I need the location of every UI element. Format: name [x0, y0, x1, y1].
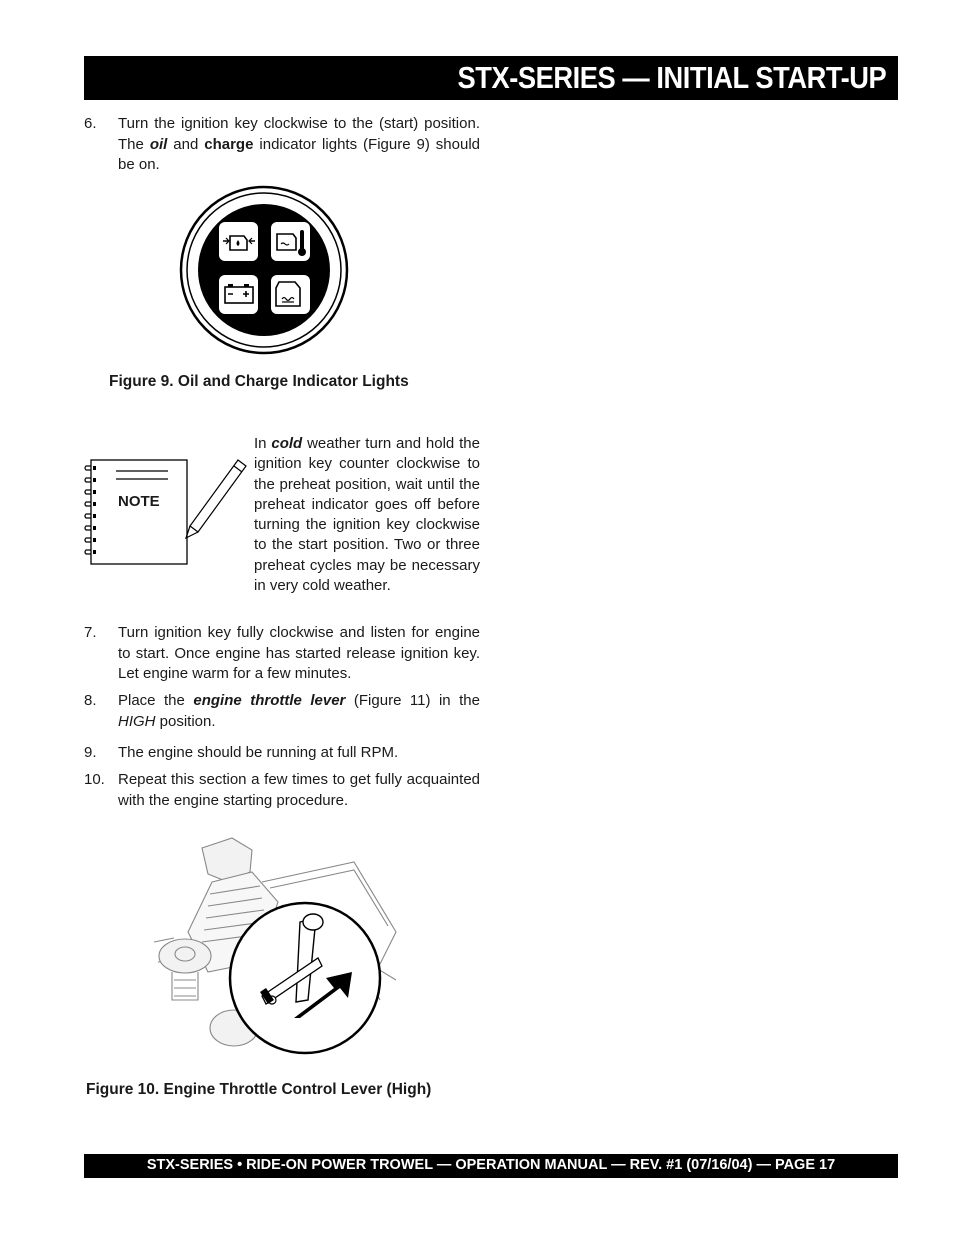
footer-text: STX-SERIES • RIDE-ON POWER TROWEL — OPERATION MANUAL — REV. #1 (07/16/04) — PAGE 17 — [146, 1157, 836, 1173]
text-run: In — [254, 435, 272, 452]
text-run: charge — [204, 135, 254, 153]
page-title: STX-SERIES — INITIAL START-UP — [457, 60, 886, 95]
step-number: 7. — [84, 624, 97, 641]
step-10 — [84, 770, 484, 812]
step-7 — [84, 623, 484, 685]
text-run: indicator lights (Figure 9) should be on. — [118, 135, 480, 173]
text-run: (Figure 11) in the — [345, 692, 480, 709]
footer-bar — [84, 1154, 898, 1178]
step-text — [118, 743, 480, 764]
note-text — [254, 434, 480, 596]
step-number: 9. — [84, 744, 97, 761]
text-run: engine throttle lever — [193, 692, 346, 709]
figure-9-caption: Figure 9. Oil and Charge Indicator Lights — [109, 373, 409, 390]
text-run: weather turn and hold the ignition key counter clockwise to the preheat position, wait until the preheat indicator goes off before turning the ignition key clockwise to the start position. Two or three preheat cycles may be necessary in very cold weather. — [254, 435, 480, 595]
step-8 — [84, 691, 484, 733]
figure-10-caption: Figure 10. Engine Throttle Control Lever (High) — [86, 1081, 432, 1098]
step-text — [118, 691, 480, 732]
step-text — [118, 770, 480, 811]
text-run: cold — [271, 435, 303, 452]
oil-pressure-icon — [219, 222, 258, 261]
step-text — [118, 623, 480, 685]
battery-charge-icon — [219, 275, 258, 314]
text-run: Turn the ignition key clockwise to the (start) position. The — [118, 115, 480, 153]
note-notebook-icon — [82, 454, 250, 568]
text-run: Turn ignition key fully clockwise and listen for engine to start. Once engine has started release ignition key. Let engine warm for a few minutes. — [118, 624, 480, 682]
step-number: 8. — [84, 692, 97, 709]
step-number: 10. — [84, 771, 105, 788]
step-text — [118, 114, 480, 176]
text-run: and — [167, 135, 205, 153]
text-run: Place the — [118, 692, 194, 709]
text-run: The engine should be running at full RPM. — [118, 744, 399, 761]
text-run: Repeat this section a few times to get fully acquainted with the engine starting procedure. — [118, 771, 480, 809]
preheat-glow-icon — [271, 275, 310, 314]
coolant-temperature-icon — [271, 222, 310, 261]
text-run: HIGH — [118, 712, 156, 730]
note-label: NOTE — [118, 493, 160, 510]
text-run: oil — [149, 135, 168, 153]
indicator-lights-figure — [178, 184, 350, 356]
step-number: 6. — [84, 115, 97, 132]
header-bar — [84, 56, 898, 100]
step-9 — [84, 743, 484, 765]
pencil-icon — [186, 460, 246, 538]
text-run: position. — [155, 712, 216, 730]
step-6 — [84, 114, 484, 173]
throttle-lever-figure — [150, 832, 410, 1060]
